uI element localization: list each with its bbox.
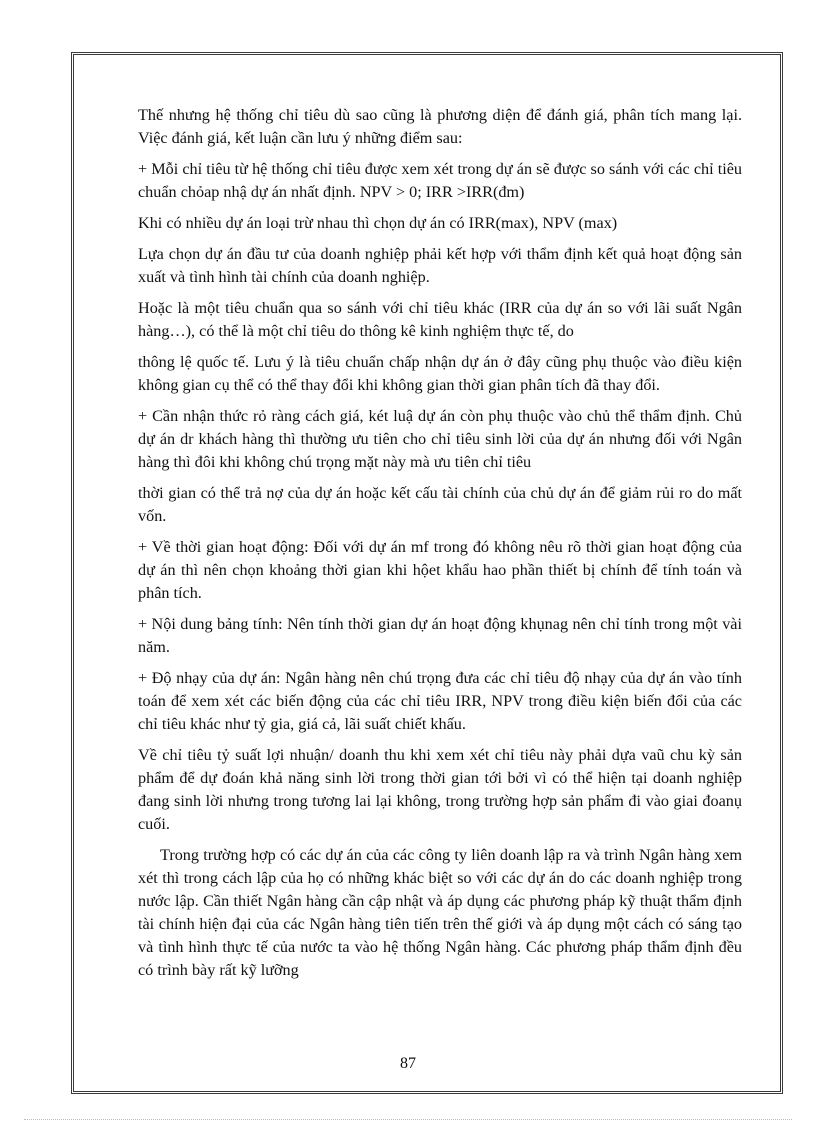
paragraph-3: Khi có nhiều dự án loại trừ nhau thì chọn dự án có IRR(max), NPV (max) bbox=[138, 214, 618, 232]
paragraph-1: Thế nhưng hệ thống chỉ tiêu dù sao cũng là phương diện để đánh giá, phân tích mang lại. Việc đánh giá, kết luận cần lưu ý những điểm sau: bbox=[138, 106, 742, 147]
paragraph-7: + Cần nhận thức rỏ ràng cách giá, két luậ dự án còn phụ thuộc vào chủ thể thẩm định. Chủ dự án dr khách hàng thì thường ưu tiên cho chỉ tiêu sinh lời của dự án nhưng đối với Ngân hàng thì đôi khi không chú trọng mặt này mà ưu tiên chỉ tiêu bbox=[138, 407, 742, 471]
paragraph-9: + Về thời gian hoạt động: Đối với dự án mf trong đó không nêu rõ thời gian hoạt động của dự án thì nên chọn khoảng thời gian khi hộet khẩu hao phần thiết bị chính để tính toán và phân tích. bbox=[138, 538, 742, 602]
paragraph-10: + Nội dung bảng tính: Nên tính thời gian dự án hoạt động khụnag nên chỉ tính trong một vài năm. bbox=[138, 615, 742, 656]
paragraph-12: Về chỉ tiêu tỷ suất lợi nhuận/ doanh thu khi xem xét chỉ tiêu này phải dựa vaũ chu kỳ sản phẩm để dự đoán khả năng sinh lời trong thời gian tới bởi vì có thể hiện tại doanh nghiệp đang sinh lời nhưng trong tương lai lại không, trong trường hợp sản phẩm đi vào giai đoanụ cuối. bbox=[138, 746, 742, 833]
page-number: 87 bbox=[400, 1055, 416, 1072]
paragraph-8: thời gian có thể trả nợ của dự án hoặc kết cấu tài chính của chủ dự án để giảm rủi ro do mất vốn. bbox=[138, 484, 742, 525]
paragraph-11: + Độ nhạy của dự án: Ngân hàng nên chú trọng đưa các chỉ tiêu độ nhạy của dự án vào tính toán để xem xét các biến động của các chỉ tiêu IRR, NPV trong điều kiện biến đổi của các chỉ tiêu khác như tỷ gia, giá cả, lãi suất chiết khấu. bbox=[138, 669, 742, 733]
footer-dotted-line bbox=[24, 1119, 792, 1120]
paragraph-5: Hoặc là một tiêu chuẩn qua so sánh với chỉ tiêu khác (IRR của dự án so với lãi suất Ngân hàng…), có thể là một chỉ tiêu do thông kê kinh nghiệm thực tế, do bbox=[138, 299, 742, 340]
document-body bbox=[138, 104, 742, 982]
paragraph-6: thông lệ quốc tế. Lưu ý là tiêu chuẩn chấp nhận dự án ở đây cũng phụ thuộc vào điều kiện không gian cụ thể có thể thay đổi khi không gian thời gian phân tích đã thay đổi. bbox=[138, 353, 742, 394]
paragraph-2: + Mỗi chỉ tiêu từ hệ thống chỉ tiêu được xem xét trong dự án sẽ được so sánh với các chỉ tiêu chuẩn chỏap nhậ dự án nhất định. NPV > 0; IRR >IRR(đm) bbox=[138, 160, 742, 201]
paragraph-13: Trong trường hợp có các dự án của các công ty liên doanh lập ra và trình Ngân hàng xem xét thì trong cách lập của họ có những khác biệt so với các dự án do các doanh nghiệp trong nước lập. Cần thiết Ngân hàng cần cập nhật và áp dụng các phương pháp kỹ thuật thẩm định tài chính hiện đại của các Ngân hàng tiên tiến trên thế giới và áp dụng một cách có sáng tạo và tình hình thực tế của nước ta vào hệ thống Ngân hàng. Các phương pháp thẩm định đều có trình bày rất kỹ lưỡng bbox=[138, 846, 742, 979]
paragraph-4: Lựa chọn dự án đầu tư của doanh nghiệp phải kết hợp với thẩm định kết quả hoạt động sản xuất và tình hình tài chính của doanh nghiệp. bbox=[138, 245, 742, 286]
